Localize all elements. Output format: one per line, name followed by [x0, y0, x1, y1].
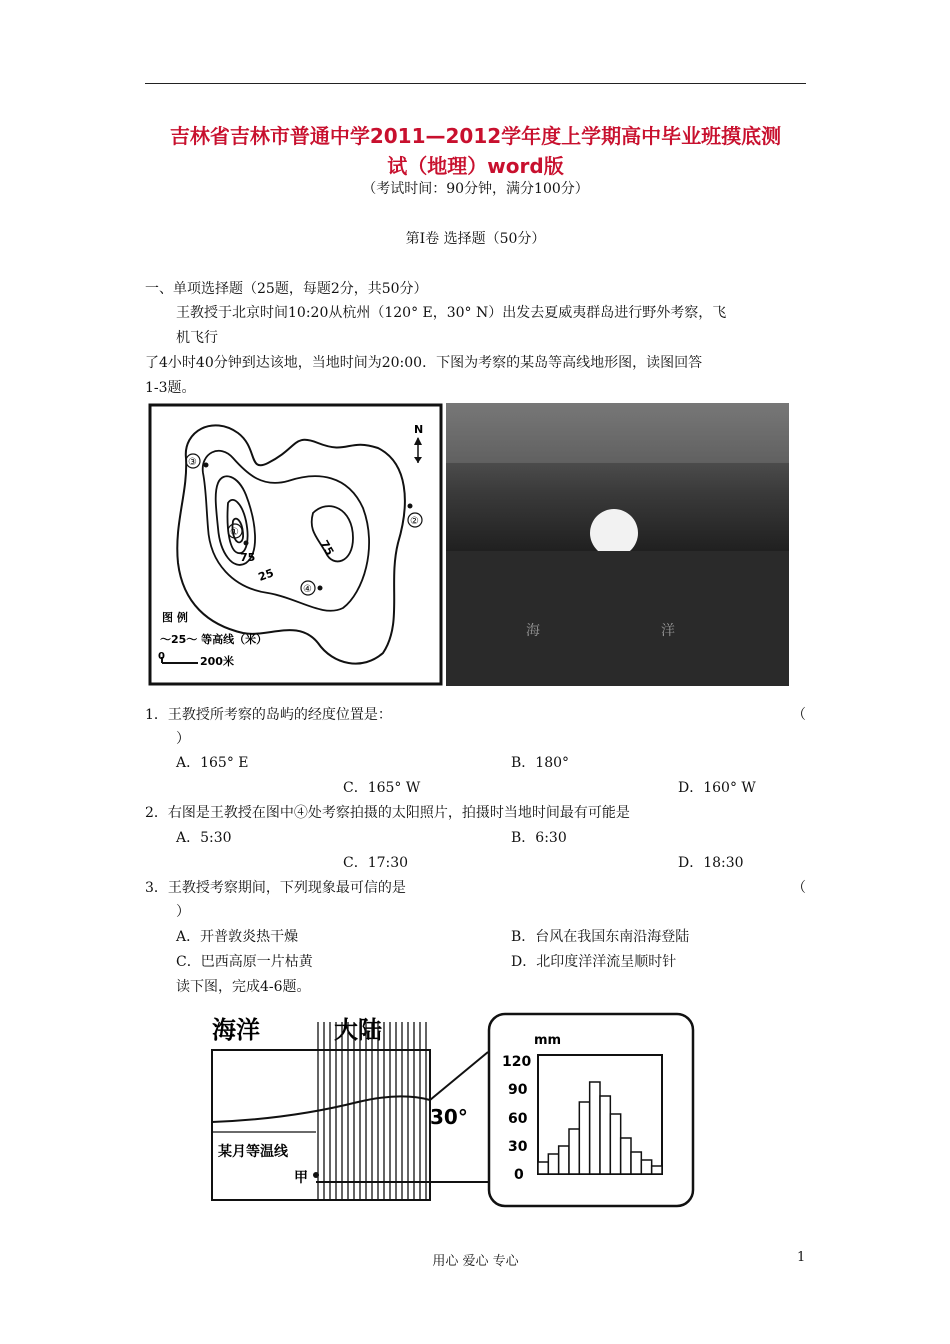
q3-paren-open: （ [792, 880, 806, 896]
precip-bar [641, 1160, 651, 1174]
section-heading: 第Ⅰ卷 选择题（50分） [405, 231, 546, 247]
isotherm-label: 某月等温线 [218, 1144, 288, 1160]
q1-option-c: C．165° W [343, 780, 421, 796]
q3-paren-close: ） [176, 904, 190, 920]
q2-option-c: C．17:30 [343, 855, 409, 871]
north-label: N [414, 423, 424, 436]
precip-bar [559, 1146, 569, 1174]
point-2-label: ② [410, 516, 419, 527]
q2-option-b: B．6:30 [511, 830, 567, 846]
y-tick-30: 30 [508, 1139, 528, 1155]
q2-option-a: A．5:30 [176, 830, 232, 846]
isotherm-line [212, 1096, 430, 1122]
page-number: 1 [797, 1250, 806, 1265]
q3-option-a: A．开普敦炎热干燥 [176, 929, 299, 945]
photo-label-sea: 海 [526, 623, 540, 639]
precip-bar [538, 1162, 548, 1174]
q2-option-d: D．18:30 [678, 855, 744, 871]
point-jia-dot [313, 1172, 319, 1178]
q3-stem: 3．王教授考察期间，下列现象最可信的是 [145, 880, 406, 896]
q1-option-b: B．180° [511, 755, 570, 771]
legend-title: 图 例 [162, 611, 188, 624]
point-3-dot [204, 463, 209, 468]
precip-bar [548, 1154, 558, 1174]
point-4-label: ④ [303, 584, 312, 595]
point-2-dot [408, 504, 413, 509]
point-4-dot [318, 586, 323, 591]
passage-line3: 了4小时40分钟到达该地，当地时间为20:00．下图为考察的某岛等高线地形图，读图回答 [145, 355, 703, 371]
point-1-label: ① [230, 527, 239, 538]
precip-bar [569, 1129, 579, 1174]
part1-instruction: 一、单项选择题（25题，每题2分，共50分） [145, 281, 428, 297]
contour-label-75-east: 75 [317, 538, 337, 558]
y-tick-120: 120 [502, 1054, 532, 1070]
precip-bar [590, 1082, 600, 1174]
q1-option-a: A．165° E [176, 755, 249, 771]
contour-map-figure [148, 403, 443, 686]
precip-bar [631, 1152, 641, 1174]
y-tick-0: 0 [514, 1167, 524, 1183]
doc-title-line1: 吉林省吉林市普通中学2011—2012学年度上学期高中毕业班摸底测 [169, 124, 782, 148]
photo-label-ocean: 洋 [661, 623, 675, 639]
chart-unit: mm [534, 1033, 562, 1048]
q1-stem: 1．王教授所考察的岛屿的经度位置是： [145, 707, 392, 723]
doc-subtitle: （考试时间：90分钟，满分100分） [362, 181, 589, 197]
point-1-dot [244, 541, 249, 546]
q2-stem: 2．右图是王教授在图中④处考察拍摄的太阳照片，拍摄时当地时间最有可能是 [145, 805, 630, 821]
legend-contour: ～25～ 等高线（米） [160, 633, 268, 646]
q3-option-b: B．台风在我国东南沿海登陆 [511, 929, 690, 945]
precip-bar [579, 1102, 589, 1174]
precip-bar [621, 1138, 631, 1174]
land-hatch [318, 1022, 426, 1200]
q3-option-c: C．巴西高原一片枯黄 [176, 954, 313, 970]
lat-label: 30° [430, 1105, 468, 1129]
point-3-label: ③ [188, 457, 197, 468]
q1-option-d: D．160° W [678, 780, 756, 796]
precip-bar [600, 1096, 610, 1174]
y-tick-90: 90 [508, 1082, 528, 1098]
scale-zero: 0 [158, 651, 165, 662]
scale-value: 200米 [200, 655, 234, 668]
sun-disc [590, 509, 638, 557]
contour-label-25: 25 [256, 566, 276, 584]
passage-line1: 王教授于北京时间10:20从杭州（120° E，30° N）出发去夏威夷群岛进行野外考察，飞 [176, 305, 727, 321]
precip-bar [610, 1114, 620, 1174]
land-label: 大陆 [334, 1016, 382, 1044]
y-tick-60: 60 [508, 1111, 528, 1127]
passage-line4: 1-3题。 [145, 380, 196, 396]
precip-bar [652, 1166, 662, 1174]
point-jia-label: 甲 [294, 1170, 308, 1186]
q3-option-d: D．北印度洋洋流呈顺时针 [511, 954, 677, 970]
sun-photo-figure [446, 403, 789, 686]
header-rule [145, 83, 806, 84]
footer-slogan: 用心 爱心 专心 [432, 1254, 519, 1269]
contour-label-75-west: 75 [240, 551, 256, 564]
part2-instruction: 读下图，完成4-6题。 [176, 979, 311, 995]
isotherm-figure [208, 1012, 696, 1210]
passage-line2: 机飞行 [176, 330, 218, 346]
q1-paren-close: ） [176, 731, 190, 747]
q1-paren-open: （ [792, 707, 806, 723]
ocean-label: 海洋 [212, 1016, 260, 1044]
doc-title-line2: 试（地理）word版 [387, 154, 564, 178]
